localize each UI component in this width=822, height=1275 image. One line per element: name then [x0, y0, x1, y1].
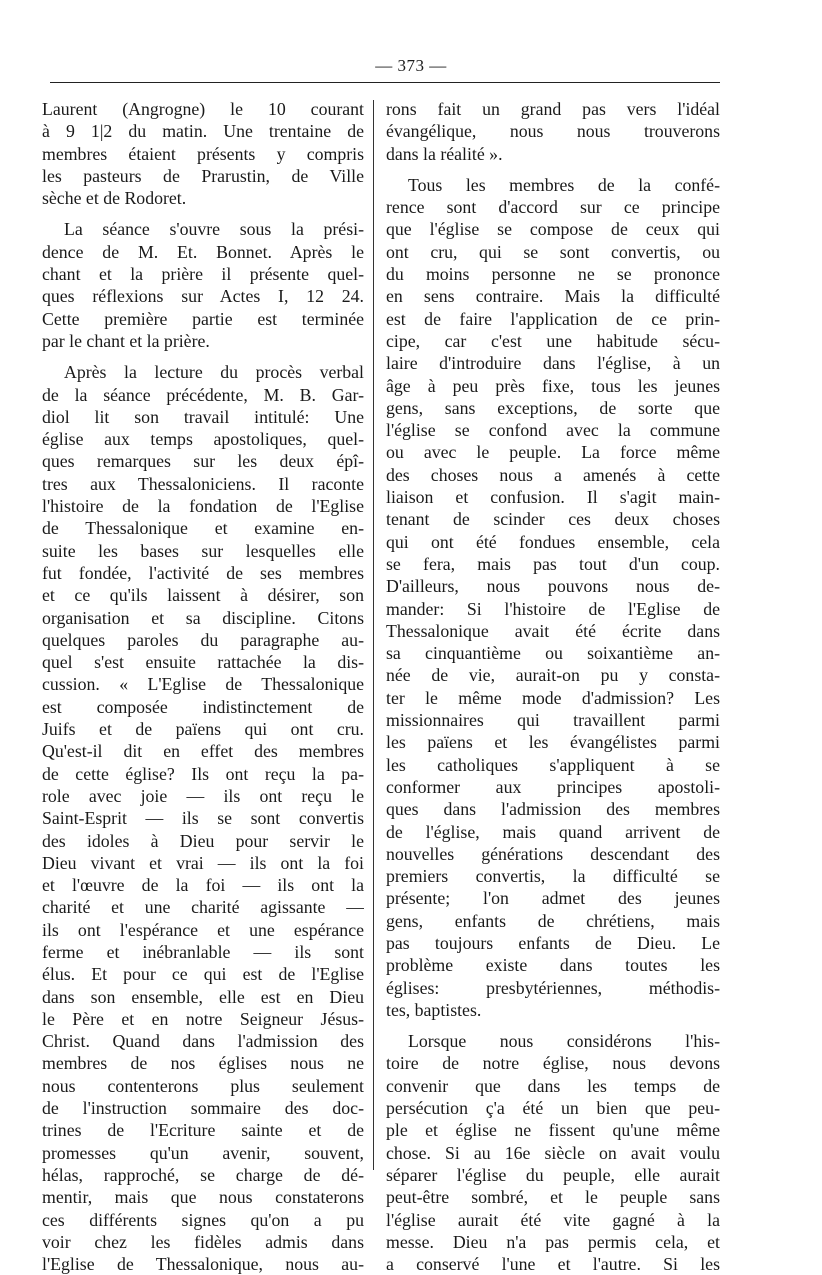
page-number: — 373 —: [375, 56, 447, 75]
text-line: peut-être sombré, et le peuple sans: [386, 1187, 720, 1208]
text-line: ques réflexions sur Actes I, 12 24.: [42, 286, 364, 307]
text-line: quel s'est ensuite rattachée la dis-: [42, 652, 364, 673]
text-line: quelques paroles du paragraphe au-: [42, 629, 364, 650]
text-line: dans son ensemble, elle est en Dieu: [42, 986, 364, 1007]
text-line: convenir que dans les temps de: [386, 1075, 720, 1096]
text-line: les catholiques s'appliquent à se: [386, 754, 720, 775]
text-line: séparer l'église du peuple, elle aurait: [386, 1164, 720, 1185]
text-line: role avec joie — ils ont reçu le: [42, 785, 364, 806]
text-line: de l'instruction sommaire des doc-: [42, 1098, 364, 1119]
text-line: missionnaires qui travaillent parmi: [386, 710, 720, 731]
text-line: de Thessalonique et examine en-: [42, 518, 364, 539]
paragraph: [386, 1030, 720, 1275]
text-line: est de faire l'application de ce prin-: [386, 308, 720, 329]
text-line: le Père et en notre Seigneur Jésus-: [42, 1008, 364, 1029]
text-line: rons fait un grand pas vers l'idéal: [386, 99, 720, 119]
text-line: diol lit son travail intitulé: Une: [42, 406, 364, 427]
text-line: pas toujours enfants de Dieu. Le: [386, 932, 720, 953]
paragraph: [386, 174, 720, 1021]
text-line: ques dans l'admission des membres: [386, 799, 720, 820]
text-line: laire d'introduire dans l'église, à un: [386, 353, 720, 374]
text-line: chant et la prière il présente quel-: [42, 264, 364, 285]
text-line: Tous les membres de la confé-: [408, 174, 720, 195]
text-line: persécution ç'a été un bien que peu-: [386, 1098, 720, 1119]
text-line: gens, sans exceptions, de sorte que: [386, 397, 720, 418]
text-line: évangélique, nous nous trouverons: [386, 121, 720, 142]
text-line: est composée indistinctement de: [42, 696, 364, 717]
text-line: élus. Et pour ce qui est de l'Eglise: [42, 964, 364, 985]
text-line: dans la réalité ».: [386, 143, 503, 164]
text-line: problème existe dans toutes les: [386, 955, 720, 976]
text-line: Dieu vivant et vrai — ils ont la foi: [42, 852, 364, 873]
text-line: l'église se confond avec la commune: [386, 420, 720, 441]
text-line: l'église aurait été vite gagné à la: [386, 1209, 720, 1230]
text-line: Laurent (Angrogne) le 10 courant: [42, 99, 364, 119]
text-line: Thessalonique avait été écrite dans: [386, 620, 720, 641]
paragraph: [386, 98, 720, 165]
text-line: La séance s'ouvre sous la prési-: [64, 219, 364, 240]
text-line: née de vie, aurait-on pu y consta-: [386, 665, 720, 686]
paragraph-gap: [386, 165, 720, 174]
text-line: premiers convertis, la difficulté se: [386, 866, 720, 887]
text-line: l'Eglise de Thessalonique, nous au-: [42, 1254, 364, 1275]
paragraph-gap: [42, 209, 364, 218]
text-line: D'ailleurs, nous pouvons nous de-: [386, 576, 720, 597]
paragraph: [42, 98, 364, 209]
text-line: ques remarques sur les deux épî-: [42, 451, 364, 472]
text-line: les païens et les évangélistes parmi: [386, 732, 720, 753]
text-line: de la séance précédente, M. B. Gar-: [42, 384, 364, 405]
text-line: Après la lecture du procès verbal: [64, 362, 364, 383]
text-line: présente; l'on admet des jeunes: [386, 888, 720, 909]
text-line: trines de l'Ecriture sainte et de: [42, 1120, 364, 1141]
text-line: chose. Si au 16e siècle on avait voulu: [386, 1142, 720, 1163]
text-line: église aux temps apostoliques, quel-: [42, 429, 364, 450]
text-line: l'histoire de la fondation de l'Eglise: [42, 496, 364, 517]
text-line: a conservé l'une et l'autre. Si les: [386, 1254, 720, 1275]
text-line: ces différents signes qu'on a pu: [42, 1209, 364, 1230]
text-line: mentir, mais que nous constaterons: [42, 1187, 364, 1208]
paragraph-gap: [386, 1021, 720, 1030]
paragraph: [42, 218, 364, 352]
text-line: dence de M. Et. Bonnet. Après le: [42, 241, 364, 262]
header-rule: [50, 82, 720, 83]
text-line: cipe, car c'est une habitude sécu-: [386, 330, 720, 351]
text-line: et ce qu'ils laissent à désirer, son: [42, 585, 364, 606]
text-line: ple et église ne fissent qu'une même: [386, 1120, 720, 1141]
text-line: Qu'est-il dit en effet des membres: [42, 741, 364, 762]
text-line: par le chant et la prière.: [42, 330, 210, 351]
text-line: membres de nos églises nous ne: [42, 1053, 364, 1074]
text-line: ter le même mode d'admission? Les: [386, 687, 720, 708]
text-line: églises: presbytériennes, méthodis-: [386, 977, 720, 998]
text-line: organisation et sa discipline. Citons: [42, 607, 364, 628]
text-line: rence sont d'accord sur ce principe: [386, 197, 720, 218]
text-line: sèche et de Rodoret.: [42, 188, 187, 209]
text-line: suite les bases sur lesquelles elle: [42, 540, 364, 561]
text-line: tes, baptistes.: [386, 999, 482, 1020]
text-line: que l'église se compose de ceux qui: [386, 219, 720, 240]
text-line: ferme et inébranlable — ils sont: [42, 941, 364, 962]
text-line: hélas, rapproché, se charge de dé-: [42, 1164, 364, 1185]
text-line: gens, enfants de chrétiens, mais: [386, 910, 720, 931]
text-line: tenant de scinder ces deux choses: [386, 509, 720, 530]
text-line: de l'église, mais quand arrivent de: [386, 821, 720, 842]
paragraph: [42, 361, 364, 1275]
right-column: [386, 98, 720, 1275]
paragraph-gap: [42, 352, 364, 361]
text-line: cussion. « L'Eglise de Thessalonique: [42, 674, 364, 695]
text-line: conformer aux principes apostoli-: [386, 776, 720, 797]
text-line: les pasteurs de Prarustin, de Ville: [42, 165, 364, 186]
text-line: sa cinquantième ou soixantième an-: [386, 643, 720, 664]
text-line: et l'œuvre de la foi — ils ont la: [42, 875, 364, 896]
text-line: messe. Dieu n'a pas permis cela, et: [386, 1231, 720, 1252]
text-line: des choses nous a amenés à cette: [386, 464, 720, 485]
text-line: charité et une charité agissante —: [42, 897, 364, 918]
text-line: Juifs et de païens qui ont cru.: [42, 719, 364, 740]
text-line: qui ont été fondues ensemble, cela: [386, 531, 720, 552]
text-line: ils ont l'espérance et une espérance: [42, 919, 364, 940]
text-line: Lorsque nous considérons l'his-: [408, 1031, 720, 1052]
text-line: fut fondée, l'activité de ses membres: [42, 562, 364, 583]
column-divider: [373, 100, 374, 1170]
text-line: Saint-Esprit — ils se sont convertis: [42, 808, 364, 829]
text-line: des idoles à Dieu pour servir le: [42, 830, 364, 851]
text-line: nouvelles générations descendant des: [386, 843, 720, 864]
text-line: promesses qu'un avenir, souvent,: [42, 1142, 364, 1163]
text-line: mander: Si l'histoire de l'Eglise de: [386, 598, 720, 619]
text-line: voir chez les fidèles admis dans: [42, 1231, 364, 1252]
text-line: Christ. Quand dans l'admission des: [42, 1031, 364, 1052]
text-line: se fera, mais pas tout d'un coup.: [386, 553, 720, 574]
text-line: du moins personne ne se prononce: [386, 264, 720, 285]
text-line: de cette église? Ils ont reçu la pa-: [42, 763, 364, 784]
text-line: liaison et confusion. Il s'agit main-: [386, 487, 720, 508]
text-line: Cette première partie est terminée: [42, 308, 364, 329]
text-line: toire de notre église, nous devons: [386, 1053, 720, 1074]
text-line: en sens contraire. Mais la difficulté: [386, 286, 720, 307]
left-column: [42, 98, 364, 1275]
text-line: âge à peu près fixe, tous les jeunes: [386, 375, 720, 396]
text-line: à 9 1|2 du matin. Une trentaine de: [42, 121, 364, 142]
text-line: nous contenterons plus seulement: [42, 1075, 364, 1096]
text-line: ou avec le peuple. La force même: [386, 442, 720, 463]
text-line: ont cru, qui se sont convertis, ou: [386, 241, 720, 262]
text-line: tres aux Thessaloniciens. Il raconte: [42, 473, 364, 494]
text-line: membres étaient présents y compris: [42, 143, 364, 164]
